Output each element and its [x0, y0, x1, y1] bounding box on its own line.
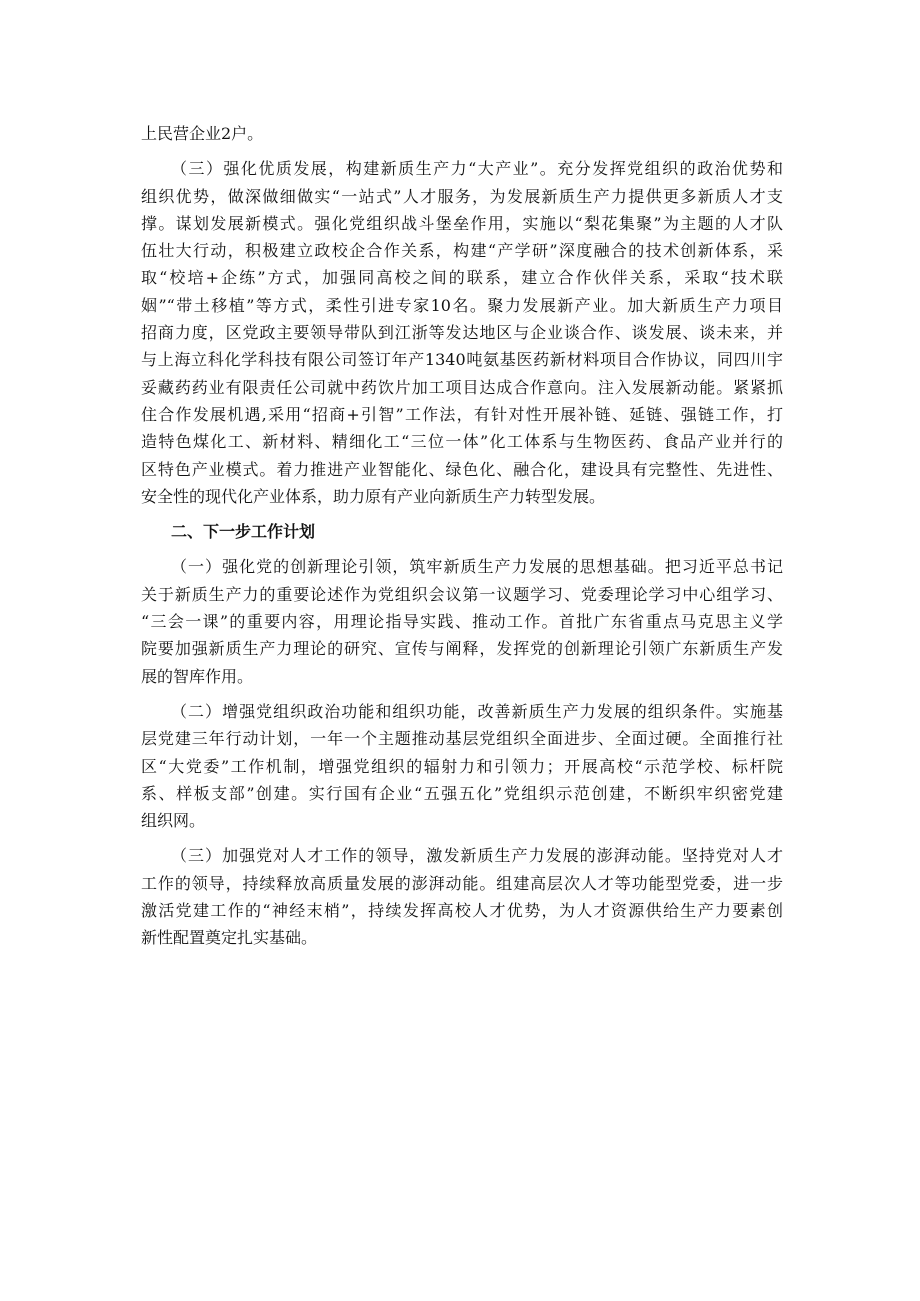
text-line: 住合作发展机遇,采用“招商+引智”工作法，有针对性开展补链、延链、强链工作，打 — [141, 404, 783, 424]
text-line: （三）加强党对人才工作的领导，激发新质生产力发展的澎湃动能。坚持党对人才 — [171, 846, 783, 866]
text-line: 关于新质生产力的重要论述作为党组织会议第一议题学习、党委理论学习中心组学习、 — [141, 584, 783, 604]
text-line: 区特色产业模式。着力推进产业智能化、绿色化、融合化，建设具有完整性、先进性、 — [141, 459, 783, 479]
text-line: 安全性的现代化产业体系，助力原有产业向新质生产力转型发展。 — [141, 486, 606, 506]
paragraph-talent-leadership — [141, 842, 783, 951]
text-line: （二）增强党组织政治功能和组织功能，改善新质生产力发展的组织条件。实施基 — [171, 701, 783, 721]
text-line: 工作的领导，持续释放高质量发展的澎湃动能。组建高层次人才等功能型党委，进一步 — [141, 873, 783, 893]
text-line: 妥藏药药业有限责任公司就中药饮片加工项目达成合作意向。注入发展新动能。紧紧抓 — [141, 377, 783, 397]
text-line: 系、样板支部”创建。实行国有企业“五强五化”党组织示范创建，不断织牢织密党建 — [141, 783, 783, 803]
text-line: 新性配置奠定扎实基础。 — [141, 928, 318, 948]
text-line: 姻”“带土移植”等方式，柔性引进专家10名。聚力发展新产业。加大新质生产力项目 — [141, 295, 783, 315]
text-line: 组织优势，做深做细做实“一站式”人才服务，为发展新质生产力提供更多新质人才支 — [141, 186, 783, 206]
text-line: 伍壮大行动，积极建立政校企合作关系，构建“产学研”深度融合的技术创新体系，采 — [141, 241, 783, 261]
text-line: （一）强化党的创新理论引领，筑牢新质生产力发展的思想基础。把习近平总书记 — [171, 557, 783, 577]
text-line: 招商力度，区党政主要领导带队到江浙等发达地区与企业谈合作、谈发展、谈未来，并 — [141, 323, 783, 343]
text-line: 造特色煤化工、新材料、精细化工“三位一体”化工体系与生物医药、食品产业并行的 — [141, 432, 783, 452]
text-line: 层党建三年行动计划，一年一个主题推动基层党组织全面进步、全面过硬。全面推行社 — [141, 729, 783, 749]
text-line: 激活党建工作的“神经末梢”，持续发挥高校人才优势，为人才资源供给生产力要素创 — [141, 901, 783, 921]
section-heading-next-steps — [141, 518, 783, 545]
text-line: 院要加强新质生产力理论的研究、宣传与阐释，发挥党的创新理论引领广东新质生产发 — [141, 639, 783, 659]
text-line: 取“校培+企练”方式，加强同高校之间的联系，建立合作伙伴关系，采取“技术联 — [141, 268, 783, 288]
text-line: 组织网。 — [141, 811, 206, 831]
section-heading: 二、下一步工作计划 — [171, 522, 316, 542]
text-line: 区“大党委”工作机制，增强党组织的辐射力和引领力；开展高校“示范学校、标杆院 — [141, 756, 783, 776]
text-line: 展的智库作用。 — [141, 666, 254, 686]
paragraph-organization-function — [141, 698, 783, 834]
text-line: 与上海立科化学科技有限公司签订年产1340吨氨基医药新材料项目合作协议，同四川宇 — [141, 350, 783, 370]
paragraph-strengthen-quality-development — [141, 155, 783, 510]
text-line: （三）强化优质发展，构建新质生产力“大产业”。充分发挥党组织的政治优势和 — [171, 159, 783, 179]
text-line: “三会一课”的重要内容，用理论指导实践、推动工作。首批广东省重点马克思主义学 — [141, 612, 783, 632]
text-line: 撑。谋划发展新模式。强化党组织战斗堡垒作用，实施以“梨花集聚”为主题的人才队 — [141, 213, 783, 233]
text-line: 上民营企业2户。 — [141, 124, 264, 143]
paragraph-innovation-theory — [141, 553, 783, 689]
document-body — [141, 120, 783, 952]
paragraph-continuation — [141, 120, 783, 147]
